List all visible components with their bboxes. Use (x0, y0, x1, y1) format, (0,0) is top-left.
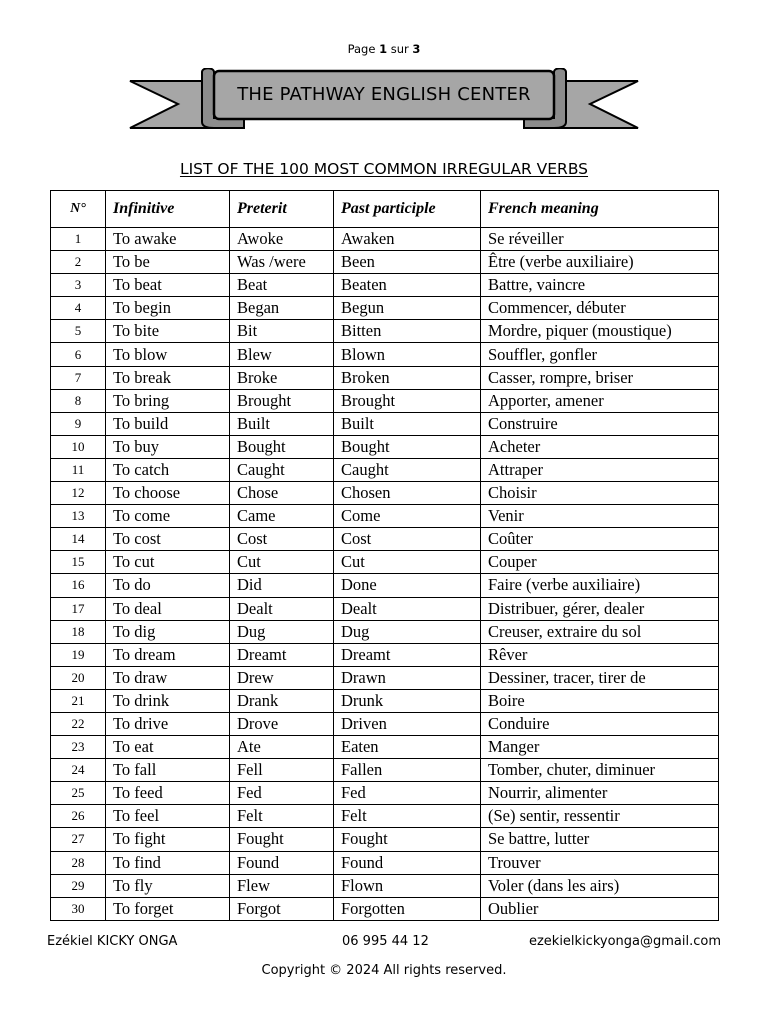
cell-infinitive: To beat (106, 274, 230, 297)
cell-number: 7 (51, 366, 106, 389)
cell-number: 9 (51, 412, 106, 435)
cell-past-participle: Flown (334, 874, 481, 897)
cell-past-participle: Fed (334, 782, 481, 805)
cell-past-participle: Caught (334, 458, 481, 481)
cell-past-participle: Bitten (334, 320, 481, 343)
cell-past-participle: Bought (334, 435, 481, 458)
table-row (51, 228, 719, 251)
cell-preterit: Drew (230, 666, 334, 689)
cell-preterit: Dreamt (230, 643, 334, 666)
table-row (51, 736, 719, 759)
cell-french-meaning: Distribuer, gérer, dealer (481, 597, 719, 620)
cell-preterit: Was /were (230, 251, 334, 274)
cell-past-participle: Felt (334, 805, 481, 828)
cell-preterit: Drank (230, 689, 334, 712)
cell-preterit: Began (230, 297, 334, 320)
cell-preterit: Dealt (230, 597, 334, 620)
table-row (51, 759, 719, 782)
cell-infinitive: To bite (106, 320, 230, 343)
cell-preterit: Flew (230, 874, 334, 897)
cell-preterit: Brought (230, 389, 334, 412)
cell-french-meaning: Tomber, chuter, diminuer (481, 759, 719, 782)
cell-past-participle: Forgotten (334, 897, 481, 920)
cell-number: 8 (51, 389, 106, 412)
list-title (0, 160, 768, 178)
cell-past-participle: Dealt (334, 597, 481, 620)
irregular-verbs-table (50, 190, 719, 921)
cell-number: 18 (51, 620, 106, 643)
cell-french-meaning: Manger (481, 736, 719, 759)
cell-number: 4 (51, 297, 106, 320)
cell-infinitive: To drink (106, 689, 230, 712)
cell-number: 30 (51, 897, 106, 920)
cell-infinitive: To feel (106, 805, 230, 828)
cell-past-participle: Come (334, 505, 481, 528)
cell-french-meaning: Dessiner, tracer, tirer de (481, 666, 719, 689)
table-header-row (51, 191, 719, 228)
cell-number: 24 (51, 759, 106, 782)
cell-infinitive: To build (106, 412, 230, 435)
table-row (51, 597, 719, 620)
cell-number: 2 (51, 251, 106, 274)
cell-past-participle: Fallen (334, 759, 481, 782)
table-row (51, 297, 719, 320)
cell-preterit: Felt (230, 805, 334, 828)
cell-infinitive: To blow (106, 343, 230, 366)
cell-past-participle: Driven (334, 712, 481, 735)
cell-number: 12 (51, 482, 106, 505)
cell-infinitive: To find (106, 851, 230, 874)
cell-french-meaning: Acheter (481, 435, 719, 458)
page-separator: sur (390, 42, 409, 56)
cell-french-meaning: Coûter (481, 528, 719, 551)
cell-french-meaning: Se battre, lutter (481, 828, 719, 851)
cell-french-meaning: Rêver (481, 643, 719, 666)
table-row (51, 389, 719, 412)
cell-preterit: Came (230, 505, 334, 528)
cell-preterit: Beat (230, 274, 334, 297)
cell-infinitive: To be (106, 251, 230, 274)
cell-infinitive: To catch (106, 458, 230, 481)
cell-past-participle: Brought (334, 389, 481, 412)
cell-number: 19 (51, 643, 106, 666)
column-header-preterit: Preterit (230, 191, 334, 228)
cell-preterit: Dug (230, 620, 334, 643)
cell-number: 13 (51, 505, 106, 528)
cell-preterit: Bought (230, 435, 334, 458)
cell-french-meaning: Être (verbe auxiliaire) (481, 251, 719, 274)
page-label: Page (347, 42, 376, 56)
cell-past-participle: Built (334, 412, 481, 435)
copyright-notice: Copyright © 2024 All rights reserved. (261, 963, 507, 978)
cell-infinitive: To come (106, 505, 230, 528)
cell-preterit: Ate (230, 736, 334, 759)
cell-french-meaning: Voler (dans les airs) (481, 874, 719, 897)
table-row (51, 343, 719, 366)
cell-preterit: Awoke (230, 228, 334, 251)
cell-past-participle: Been (334, 251, 481, 274)
cell-infinitive: To begin (106, 297, 230, 320)
cell-number: 5 (51, 320, 106, 343)
cell-infinitive: To bring (106, 389, 230, 412)
cell-past-participle: Broken (334, 366, 481, 389)
cell-french-meaning: Attraper (481, 458, 719, 481)
cell-french-meaning: Construire (481, 412, 719, 435)
cell-past-participle: Cut (334, 551, 481, 574)
cell-past-participle: Awaken (334, 228, 481, 251)
cell-past-participle: Begun (334, 297, 481, 320)
cell-past-participle: Cost (334, 528, 481, 551)
cell-past-participle: Beaten (334, 274, 481, 297)
cell-infinitive: To do (106, 574, 230, 597)
table-row (51, 643, 719, 666)
cell-french-meaning: Couper (481, 551, 719, 574)
cell-preterit: Blew (230, 343, 334, 366)
cell-number: 16 (51, 574, 106, 597)
cell-past-participle: Drawn (334, 666, 481, 689)
cell-past-participle: Eaten (334, 736, 481, 759)
table-row (51, 366, 719, 389)
cell-past-participle: Found (334, 851, 481, 874)
cell-french-meaning: Casser, rompre, briser (481, 366, 719, 389)
cell-preterit: Broke (230, 366, 334, 389)
cell-preterit: Fought (230, 828, 334, 851)
cell-infinitive: To drive (106, 712, 230, 735)
cell-infinitive: To deal (106, 597, 230, 620)
table-row (51, 574, 719, 597)
cell-infinitive: To dream (106, 643, 230, 666)
cell-french-meaning: Venir (481, 505, 719, 528)
cell-past-participle: Dug (334, 620, 481, 643)
cell-number: 28 (51, 851, 106, 874)
page-total: 3 (412, 42, 421, 56)
cell-preterit: Caught (230, 458, 334, 481)
cell-preterit: Built (230, 412, 334, 435)
cell-infinitive: To dig (106, 620, 230, 643)
phone-number: 06 995 44 12 (342, 934, 429, 949)
cell-french-meaning: Nourrir, alimenter (481, 782, 719, 805)
column-header-number: N° (51, 191, 106, 228)
table-row (51, 320, 719, 343)
cell-preterit: Drove (230, 712, 334, 735)
cell-number: 10 (51, 435, 106, 458)
cell-number: 26 (51, 805, 106, 828)
table-row (51, 805, 719, 828)
cell-french-meaning: Mordre, piquer (moustique) (481, 320, 719, 343)
cell-preterit: Chose (230, 482, 334, 505)
cell-past-participle: Drunk (334, 689, 481, 712)
cell-french-meaning: Battre, vaincre (481, 274, 719, 297)
table-row (51, 505, 719, 528)
table-row (51, 482, 719, 505)
table-row (51, 274, 719, 297)
table-row (51, 412, 719, 435)
cell-number: 17 (51, 597, 106, 620)
table-row (51, 458, 719, 481)
cell-infinitive: To cost (106, 528, 230, 551)
page-current: 1 (379, 42, 388, 56)
cell-french-meaning: Commencer, débuter (481, 297, 719, 320)
table-row (51, 666, 719, 689)
cell-infinitive: To break (106, 366, 230, 389)
table-row (51, 689, 719, 712)
table-row (51, 851, 719, 874)
cell-french-meaning: (Se) sentir, ressentir (481, 805, 719, 828)
cell-number: 21 (51, 689, 106, 712)
cell-french-meaning: Choisir (481, 482, 719, 505)
cell-number: 25 (51, 782, 106, 805)
cell-number: 14 (51, 528, 106, 551)
cell-french-meaning: Conduire (481, 712, 719, 735)
cell-past-participle: Fought (334, 828, 481, 851)
cell-preterit: Fell (230, 759, 334, 782)
cell-french-meaning: Boire (481, 689, 719, 712)
cell-past-participle: Chosen (334, 482, 481, 505)
cell-preterit: Found (230, 851, 334, 874)
cell-past-participle: Blown (334, 343, 481, 366)
list-title-text: LIST OF THE 100 MOST COMMON IRREGULAR VERBS (179, 160, 589, 178)
table-row (51, 897, 719, 920)
page-number (0, 42, 768, 56)
cell-preterit: Did (230, 574, 334, 597)
cell-french-meaning: Creuser, extraire du sol (481, 620, 719, 643)
cell-preterit: Cost (230, 528, 334, 551)
cell-preterit: Forgot (230, 897, 334, 920)
cell-preterit: Bit (230, 320, 334, 343)
table-row (51, 874, 719, 897)
cell-number: 1 (51, 228, 106, 251)
table-row (51, 712, 719, 735)
table-row (51, 251, 719, 274)
cell-number: 11 (51, 458, 106, 481)
table-row (51, 828, 719, 851)
table-row (51, 551, 719, 574)
cell-infinitive: To draw (106, 666, 230, 689)
cell-number: 6 (51, 343, 106, 366)
table-row (51, 782, 719, 805)
cell-infinitive: To cut (106, 551, 230, 574)
cell-number: 15 (51, 551, 106, 574)
cell-infinitive: To awake (106, 228, 230, 251)
table-row (51, 528, 719, 551)
cell-french-meaning: Apporter, amener (481, 389, 719, 412)
cell-infinitive: To fight (106, 828, 230, 851)
column-header-infinitive: Infinitive (106, 191, 230, 228)
cell-number: 20 (51, 666, 106, 689)
cell-number: 23 (51, 736, 106, 759)
cell-infinitive: To fly (106, 874, 230, 897)
cell-infinitive: To eat (106, 736, 230, 759)
cell-past-participle: Done (334, 574, 481, 597)
cell-infinitive: To buy (106, 435, 230, 458)
cell-infinitive: To feed (106, 782, 230, 805)
center-name: THE PATHWAY ENGLISH CENTER (237, 84, 531, 105)
cell-infinitive: To forget (106, 897, 230, 920)
cell-number: 3 (51, 274, 106, 297)
column-header-past-participle: Past participle (334, 191, 481, 228)
cell-preterit: Fed (230, 782, 334, 805)
cell-french-meaning: Oublier (481, 897, 719, 920)
cell-preterit: Cut (230, 551, 334, 574)
cell-french-meaning: Trouver (481, 851, 719, 874)
cell-infinitive: To choose (106, 482, 230, 505)
cell-number: 27 (51, 828, 106, 851)
author-name: Ezékiel KICKY ONGA (47, 934, 178, 949)
cell-number: 29 (51, 874, 106, 897)
table-row (51, 620, 719, 643)
cell-number: 22 (51, 712, 106, 735)
cell-french-meaning: Souffler, gonfler (481, 343, 719, 366)
table-row (51, 435, 719, 458)
column-header-french-meaning: French meaning (481, 191, 719, 228)
table-body (51, 228, 719, 921)
cell-french-meaning: Se réveiller (481, 228, 719, 251)
email-address: ezekielkickyonga@gmail.com (528, 934, 721, 949)
cell-french-meaning: Faire (verbe auxiliaire) (481, 574, 719, 597)
cell-past-participle: Dreamt (334, 643, 481, 666)
cell-infinitive: To fall (106, 759, 230, 782)
